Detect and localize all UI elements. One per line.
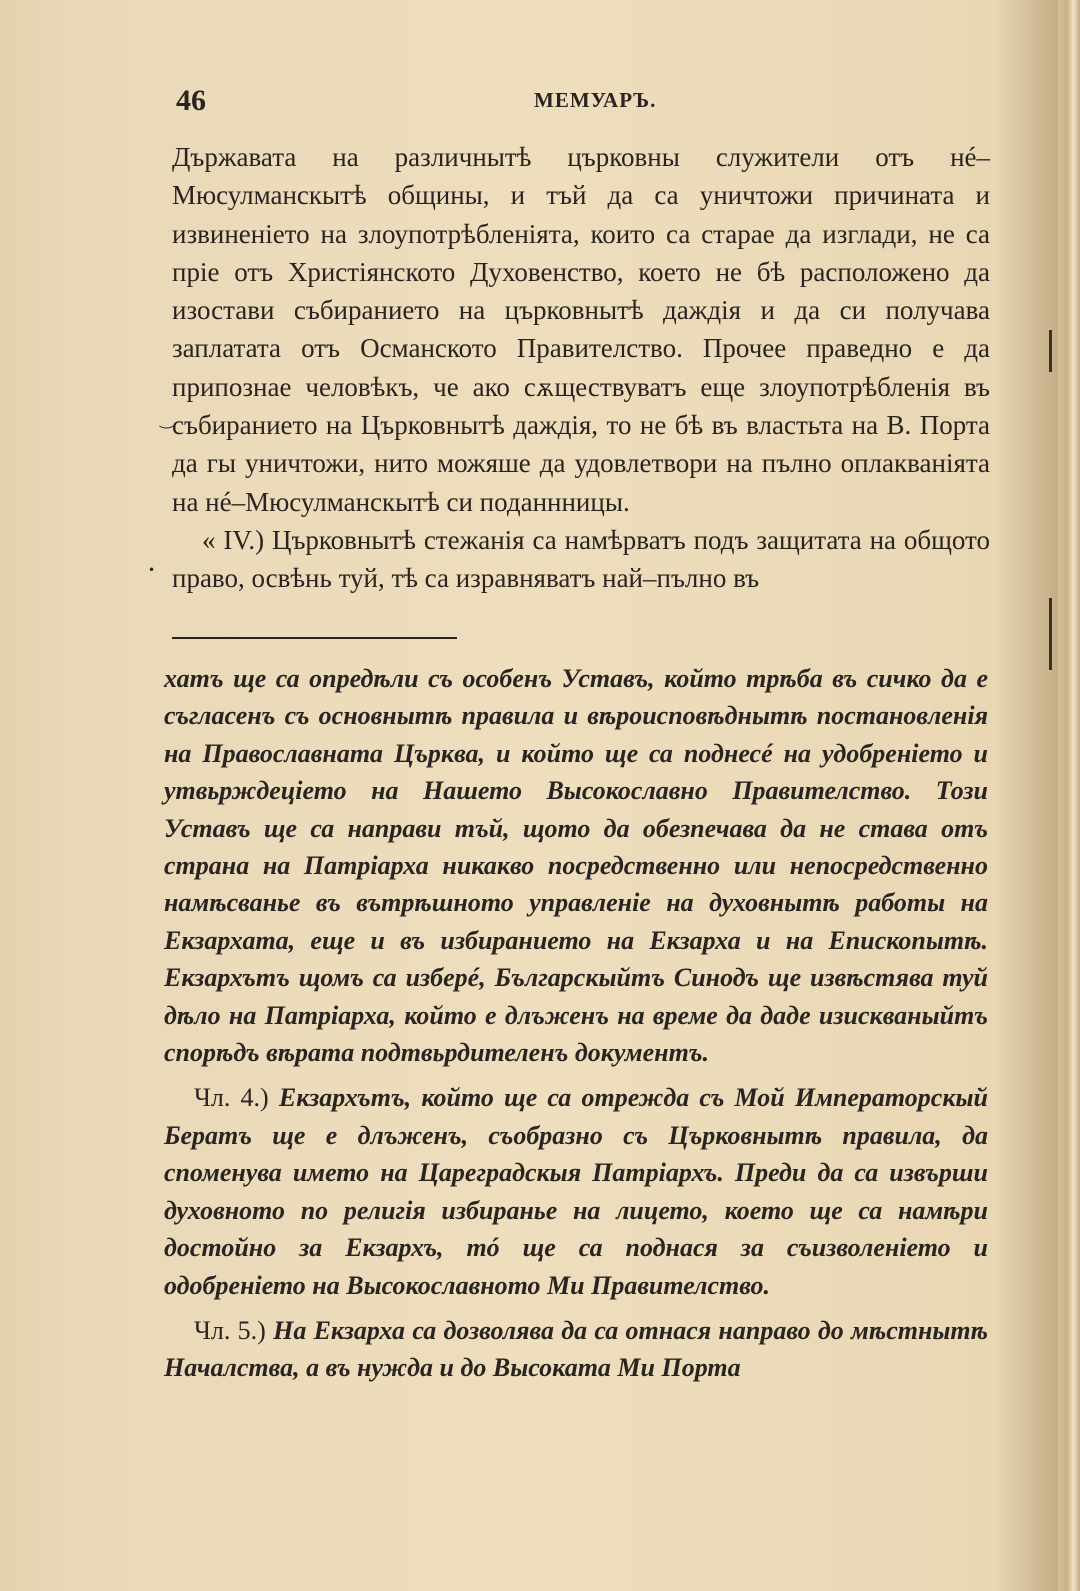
footnote: [164, 660, 988, 1395]
footnote-article-5: [164, 1312, 988, 1387]
article-label: Чл. 5.): [194, 1315, 266, 1345]
page-edge: [1058, 0, 1080, 1591]
page-header: [176, 84, 946, 124]
edge-mark: [1049, 330, 1052, 372]
article-text: На Екзарха са дозволява да са отнася направо до мѣстнытѣ Началства, а въ нужда и до Высоката Ми Порта: [164, 1315, 989, 1383]
footnote-article-4: [164, 1079, 988, 1303]
running-title: МЕМУАРЪ.: [534, 88, 657, 112]
article-label: Чл. 4.): [194, 1083, 269, 1113]
footnote-paragraph: хатъ ще са опредѣли съ особенъ Уставъ, който трѣба въ сичко да е съгласенъ съ основнытѣ правила и вѣроисповѣднытѣ постановленія на Православната Църква, и който ще са поднесé на удобреніето и утвьрждеціето на Нашето Высокославно Правителство. Този Уставъ ще са направи тъй, щото да обезпечава да не става отъ страна на Патріарха никакво посредственно или непосредственно намѣсванье въ вътрѣшното управленіе на духовнытѣ работы на Екзархата, еще и въ избиранието на Екзарха и на Епископытѣ. Екзархътъ щомъ са изберé, Българскыйтъ Синодъ ще извѣстява туй дѣло на Патріарха, който е длъженъ на време да даде изискваныйтъ спорѣдъ вѣрата подтвьрдителенъ документъ.: [164, 664, 988, 1068]
body-paragraph: Държавата на различнытѣ църковны служители отъ нé–Мюсулманскытѣ общины, и тъй да са уничтожи причината и извиненіето на злоупотрѣбленіята, които са старае да изглади, не са пріе отъ Христіянското Духовенство, което не бѣ расположено да изостави събиранието на църковнытѣ даждія и да си получава заплатата отъ Османското Правителство. Прочее праведно е да припознае человѣкъ, че ако сѫществуватъ еще злоупотрѣбленія въ събиранието на Църковнытѣ даждія, то не бѣ въ властьта на В. Порта да гы уничтожи, нито можяше да удовлетвори на пълно оплакваніята на нé–Мюсулманскытѣ си поданнницы.: [172, 142, 990, 517]
margin-dot: •: [148, 563, 156, 577]
footnote-rule: [172, 637, 457, 639]
article-text: Екзархътъ, който ще са отрежда съ Мой Императорскый Бератъ ще е длъженъ, съобразно съ Църковнытѣ правила, да споменува името на Цареградскыя Патріархъ. Преди да са извърши духовното по религія избиранье на лицето, което ще са намѣри достойно за Екзархъ, тó ще са поднася за съизволеніето и одобреніето на Высокославното Ми Правителство.: [164, 1083, 989, 1300]
main-text: [172, 138, 990, 598]
page-number: 46: [176, 84, 206, 117]
edge-mark: [1049, 598, 1052, 670]
body-paragraph: « IV.) Църковнытѣ стежанія са намѣрватъ подъ защитата на общото право, освѣнь туй, тѣ са изравняватъ най–пълно въ: [172, 524, 990, 594]
margin-mark: ‿: [160, 410, 173, 429]
